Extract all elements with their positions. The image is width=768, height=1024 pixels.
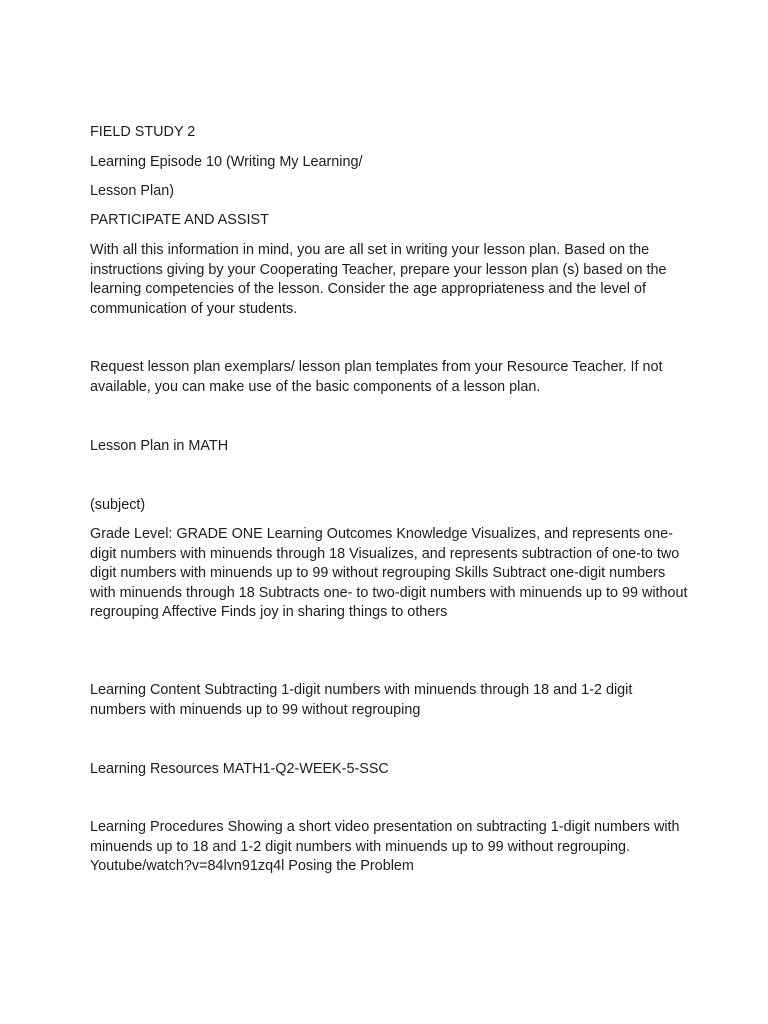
lesson-plan-title: Lesson Plan in MATH (90, 438, 229, 454)
learning-resources-line: Learning Resources MATH1-Q2-WEEK-5-SSC (90, 761, 389, 777)
intro-paragraph: With all this information in mind, you are all set in writing your lesson plan. Based on the instructions giving by your Cooperating Teacher, prepare your lesson plan (s) based on the learning competencies of the lesson. Consider the age appropriateness and the level of communication of your students. (90, 242, 667, 317)
learning-procedures-paragraph: Learning Procedures Showing a short video presentation on subtracting 1-digit numbers with minuends up to 18 and 1-2 digit numbers with minuends up to 99 without regrouping. Youtube/watch?v=84lvn91zq4l Posing the Problem (90, 819, 680, 874)
section-title: PARTICIPATE AND ASSIST (90, 212, 269, 228)
episode-title-line-1: Learning Episode 10 (Writing My Learning/ (90, 154, 363, 170)
grade-level-paragraph: Grade Level: GRADE ONE Learning Outcomes Knowledge Visualizes, and represents one-digit numbers with minuends through 18 Visualizes, and represents subtraction of one-to two digit numbers with minuends up to 99 without regrouping Skills Subtract one-digit numbers with minuends through 18 Subtracts one- to two-digit numbers with minuends up to 99 without regrouping Affective Finds joy in sharing things to others (90, 526, 688, 620)
learning-content-paragraph: Learning Content Subtracting 1-digit numbers with minuends through 18 and 1-2 digit numbers with minuends up to 99 without regrouping (90, 682, 633, 718)
episode-title-line-2: Lesson Plan) (90, 183, 174, 199)
document-heading: FIELD STUDY 2 (90, 124, 196, 140)
subject-note: (subject) (90, 497, 146, 513)
request-paragraph: Request lesson plan exemplars/ lesson plan templates from your Resource Teacher. If not available, you can make use of the basic components of a lesson plan. (90, 359, 663, 395)
